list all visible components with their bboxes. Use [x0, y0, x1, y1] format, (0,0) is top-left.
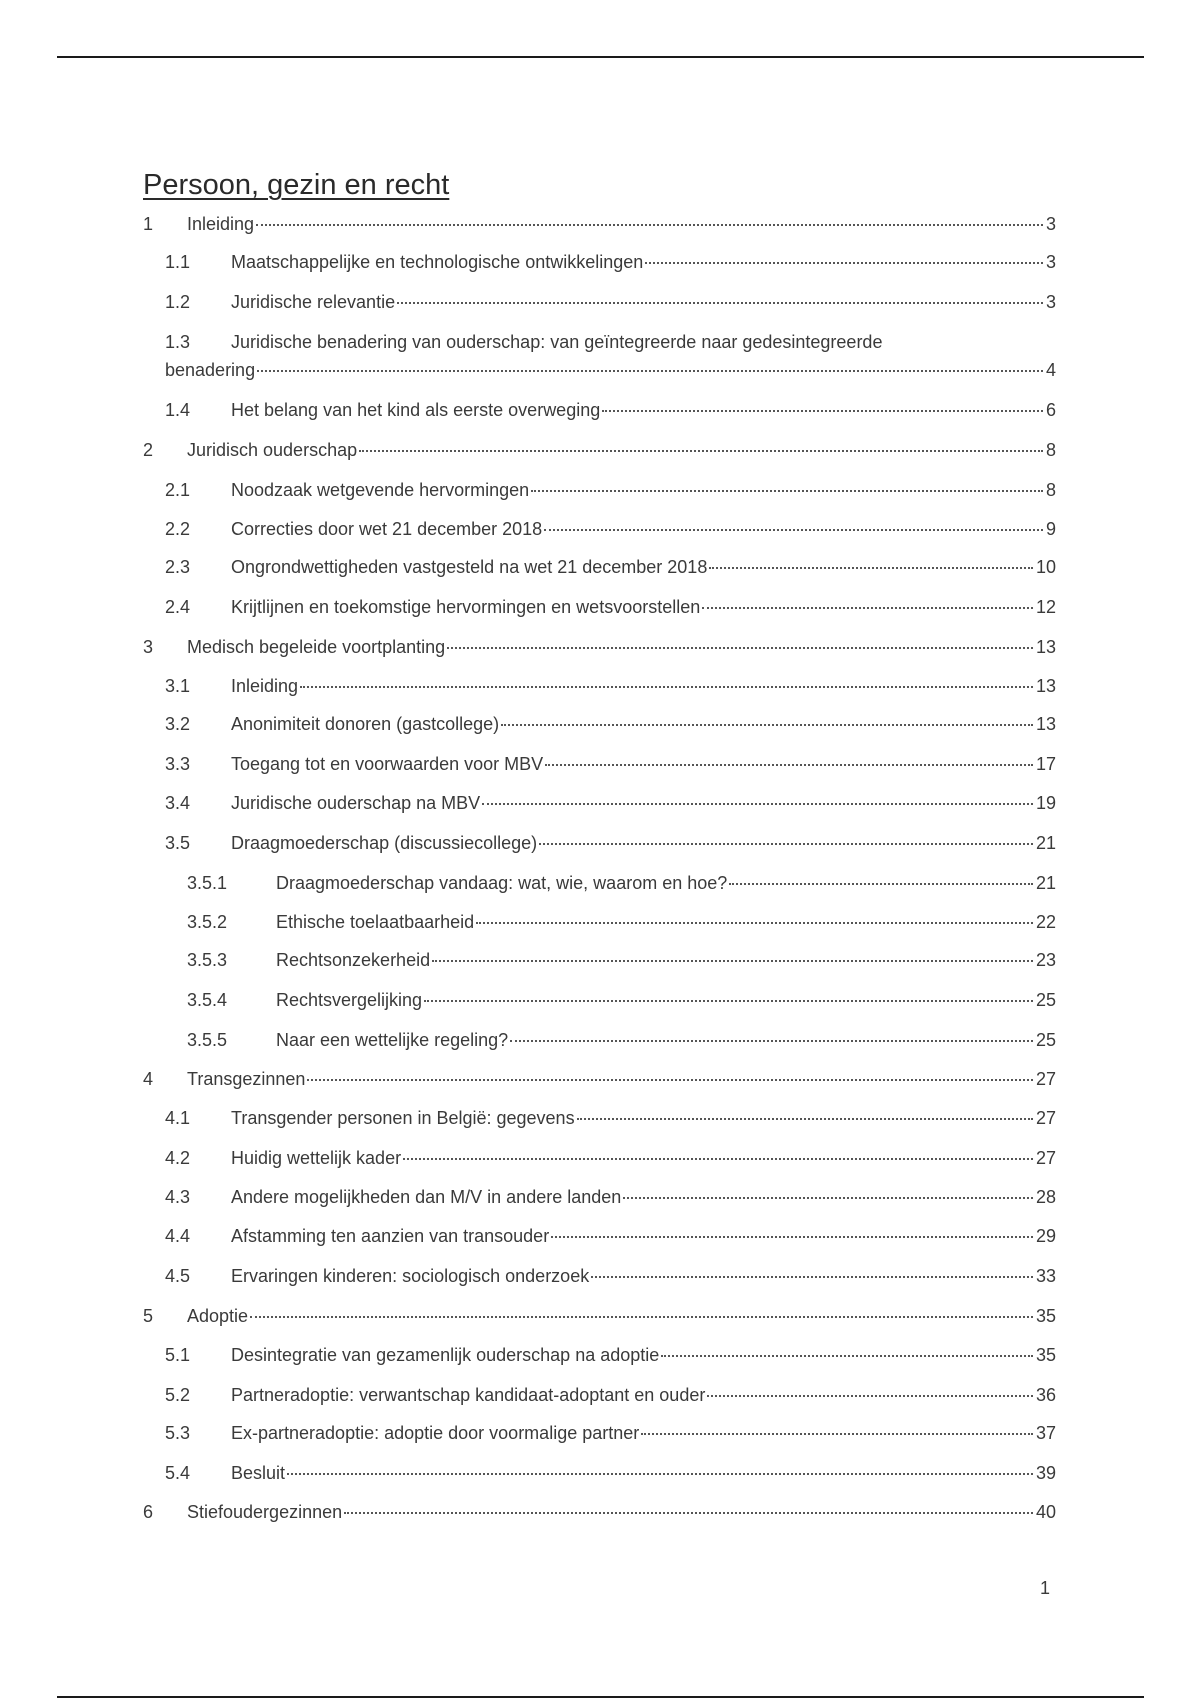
- toc-title: Juridische relevantie: [231, 292, 396, 312]
- toc-entry-3-5-1[interactable]: [0, 871, 1200, 895]
- toc-number: 1: [143, 214, 154, 234]
- toc-entry-4[interactable]: [0, 1067, 1200, 1091]
- toc-page-number: 17: [1035, 754, 1056, 774]
- toc-title: Maatschappelijke en technologische ontwikkelingen: [231, 252, 644, 272]
- toc-entry-1-2[interactable]: [0, 290, 1200, 314]
- toc-entry-3-5-3[interactable]: [0, 948, 1200, 972]
- toc-title: Ongrondwettigheden vastgesteld na wet 21 december 2018: [231, 557, 708, 577]
- toc-page-number: 33: [1035, 1266, 1056, 1286]
- toc-number: 3.5.1: [187, 873, 228, 893]
- dot-leader: [539, 843, 1033, 845]
- toc-entry-4-4[interactable]: [0, 1224, 1200, 1248]
- toc-entry-4-2[interactable]: [0, 1146, 1200, 1170]
- toc-page-number: 3: [1045, 214, 1056, 234]
- dot-leader: [424, 1000, 1033, 1002]
- toc-entry-1-1[interactable]: [0, 250, 1200, 274]
- toc-number: 2.3: [165, 557, 191, 577]
- toc-number: 1.1: [165, 252, 191, 272]
- toc-number: 5.2: [165, 1385, 191, 1405]
- dot-leader: [544, 529, 1043, 531]
- toc-page-number: 40: [1035, 1502, 1056, 1522]
- toc-number: 5.3: [165, 1423, 191, 1443]
- toc-page-number: 37: [1035, 1423, 1056, 1443]
- toc-title: Desintegratie van gezamenlijk ouderschap na adoptie: [231, 1345, 660, 1365]
- toc-entry-2-1[interactable]: [0, 478, 1200, 502]
- toc-page-number: 8: [1045, 440, 1056, 460]
- toc-entry-3-1[interactable]: [0, 674, 1200, 698]
- toc-page-number: 39: [1035, 1463, 1056, 1483]
- toc-title: Krijtlijnen en toekomstige hervormingen en wetsvoorstellen: [231, 597, 701, 617]
- toc-number: 4.3: [165, 1187, 191, 1207]
- toc-page-number: 13: [1035, 676, 1056, 696]
- toc-page-number: 19: [1035, 793, 1056, 813]
- dot-leader: [510, 1040, 1033, 1042]
- toc-title: Transgezinnen: [187, 1069, 306, 1089]
- toc-title: Medisch begeleide voortplanting: [187, 637, 446, 657]
- dot-leader: [591, 1276, 1033, 1278]
- document-title: Persoon, gezin en recht: [143, 169, 450, 201]
- toc-title: Transgender personen in België: gegevens: [231, 1108, 575, 1128]
- toc-number: 3: [143, 637, 154, 657]
- toc-entry-3[interactable]: [0, 635, 1200, 659]
- dot-leader: [397, 302, 1043, 304]
- toc-title: Ervaringen kinderen: sociologisch onderzoek: [231, 1266, 590, 1286]
- toc-number: 3.3: [165, 754, 191, 774]
- toc-title: Stiefoudergezinnen: [187, 1502, 343, 1522]
- toc-title: Inleiding: [187, 214, 255, 234]
- toc-page-number: 13: [1035, 714, 1056, 734]
- toc-page-number: 22: [1035, 912, 1056, 932]
- dot-leader: [432, 960, 1033, 962]
- toc-page-number: 25: [1035, 990, 1056, 1010]
- toc-number: 4: [143, 1069, 154, 1089]
- toc-entry-3-2[interactable]: [0, 712, 1200, 736]
- toc-page-number: 6: [1045, 400, 1056, 420]
- dot-leader: [256, 224, 1043, 226]
- toc-entry-1-4[interactable]: [0, 398, 1200, 422]
- dot-leader: [307, 1079, 1033, 1081]
- toc-title: Draagmoederschap vandaag: wat, wie, waarom en hoe?: [276, 873, 728, 893]
- toc-page-number: 21: [1035, 833, 1056, 853]
- dot-leader: [661, 1355, 1033, 1357]
- toc-number: 5: [143, 1306, 154, 1326]
- toc-page-number: 27: [1035, 1108, 1056, 1128]
- toc-entry-3-5-5[interactable]: [0, 1028, 1200, 1052]
- toc-number: 2.1: [165, 480, 191, 500]
- toc-number: 3.2: [165, 714, 191, 734]
- toc-number: 1.3: [165, 332, 191, 352]
- toc-number: 4.5: [165, 1266, 191, 1286]
- toc-entry-1[interactable]: [0, 212, 1200, 236]
- toc-entry-3-4[interactable]: [0, 791, 1200, 815]
- toc-entry-4-5[interactable]: [0, 1264, 1200, 1288]
- dot-leader: [545, 764, 1033, 766]
- toc-title: Het belang van het kind als eerste overweging: [231, 400, 601, 420]
- toc-title: Anonimiteit donoren (gastcollege): [231, 714, 500, 734]
- toc-number: 3.5.5: [187, 1030, 228, 1050]
- dot-leader: [602, 410, 1043, 412]
- toc-number: 3.5.2: [187, 912, 228, 932]
- toc-title: Adoptie: [187, 1306, 249, 1326]
- dot-leader: [359, 450, 1043, 452]
- toc-page-number: 35: [1035, 1345, 1056, 1365]
- dot-leader: [403, 1158, 1033, 1160]
- toc-number: 6: [143, 1502, 154, 1522]
- dot-leader: [250, 1316, 1033, 1318]
- toc-page-number: 21: [1035, 873, 1056, 893]
- toc-entry-3-5[interactable]: [0, 831, 1200, 855]
- toc-entry-2[interactable]: [0, 438, 1200, 462]
- dot-leader: [623, 1197, 1033, 1199]
- toc-entry-4-3[interactable]: [0, 1185, 1200, 1209]
- toc-entry-4-1[interactable]: [0, 1106, 1200, 1130]
- toc-number: 2: [143, 440, 154, 460]
- toc-page-number: 36: [1035, 1385, 1056, 1405]
- dot-leader: [287, 1473, 1033, 1475]
- dot-leader: [709, 567, 1033, 569]
- toc-title: Huidig wettelijk kader: [231, 1148, 402, 1168]
- toc-page-number: 28: [1035, 1187, 1056, 1207]
- toc-title: Rechtsonzekerheid: [276, 950, 431, 970]
- toc-title: Noodzaak wetgevende hervormingen: [231, 480, 530, 500]
- dot-leader: [645, 262, 1043, 264]
- toc-entry-5-1[interactable]: [0, 1343, 1200, 1367]
- toc-entry-6[interactable]: [0, 1500, 1200, 1524]
- toc-title: Draagmoederschap (discussiecollege): [231, 833, 538, 853]
- toc-entry-3-5-2[interactable]: [0, 910, 1200, 934]
- dot-leader: [577, 1118, 1033, 1120]
- toc-number: 5.1: [165, 1345, 191, 1365]
- toc-number: 1.2: [165, 292, 191, 312]
- toc-title-line1: Juridische benadering van ouderschap: van geïntegreerde naar gedesintegreerde: [231, 332, 883, 352]
- dot-leader: [729, 883, 1033, 885]
- dot-leader: [702, 607, 1033, 609]
- toc-number: 2.4: [165, 597, 191, 617]
- toc-entry-3-3[interactable]: [0, 752, 1200, 776]
- toc-entry-2-3[interactable]: [0, 555, 1200, 579]
- toc-page-number: 4: [1045, 360, 1056, 380]
- toc-page-number: 35: [1035, 1306, 1056, 1326]
- toc-entry-1-3[interactable]: [0, 330, 1200, 382]
- dot-leader: [447, 647, 1033, 649]
- toc-page-number: 8: [1045, 480, 1056, 500]
- toc-entry-5[interactable]: [0, 1304, 1200, 1328]
- toc-number: 3.5: [165, 833, 191, 853]
- dot-leader: [257, 370, 1043, 372]
- toc-page-number: 23: [1035, 950, 1056, 970]
- dot-leader: [344, 1512, 1033, 1514]
- toc-page-number: 12: [1035, 597, 1056, 617]
- toc-title: Afstamming ten aanzien van transouder: [231, 1226, 550, 1246]
- dot-leader: [476, 922, 1033, 924]
- toc-number: 3.4: [165, 793, 191, 813]
- footer-rule: [57, 1696, 1144, 1698]
- dot-leader: [551, 1236, 1033, 1238]
- toc-number: 3.5.4: [187, 990, 228, 1010]
- toc-title: Juridisch ouderschap: [187, 440, 358, 460]
- toc-number: 3.5.3: [187, 950, 228, 970]
- header-rule: [57, 56, 1144, 58]
- toc-title: Toegang tot en voorwaarden voor MBV: [231, 754, 544, 774]
- toc-page-number: 3: [1045, 292, 1056, 312]
- toc-title: Inleiding: [231, 676, 299, 696]
- toc-title: Ex-partneradoptie: adoptie door voormalige partner: [231, 1423, 640, 1443]
- toc-title: Andere mogelijkheden dan M/V in andere landen: [231, 1187, 622, 1207]
- page-number: 1: [1040, 1578, 1051, 1598]
- toc-number: 4.2: [165, 1148, 191, 1168]
- toc-entry-2-2[interactable]: [0, 517, 1200, 541]
- toc-page-number: 10: [1035, 557, 1056, 577]
- toc-number: 5.4: [165, 1463, 191, 1483]
- dot-leader: [641, 1433, 1033, 1435]
- toc-title: Besluit: [231, 1463, 286, 1483]
- toc-title: Naar een wettelijke regeling?: [276, 1030, 509, 1050]
- dot-leader: [501, 724, 1033, 726]
- toc-page-number: 13: [1035, 637, 1056, 657]
- toc-entry-5-4[interactable]: [0, 1461, 1200, 1485]
- toc-entry-5-2[interactable]: [0, 1383, 1200, 1407]
- toc-entry-2-4[interactable]: [0, 595, 1200, 619]
- dot-leader: [707, 1395, 1033, 1397]
- toc-number: 3.1: [165, 676, 191, 696]
- toc-page-number: 27: [1035, 1148, 1056, 1168]
- dot-leader: [482, 803, 1033, 805]
- toc-number: 1.4: [165, 400, 191, 420]
- toc-page-number: 3: [1045, 252, 1056, 272]
- toc-page-number: 29: [1035, 1226, 1056, 1246]
- toc-entry-5-3[interactable]: [0, 1421, 1200, 1445]
- toc-number: 4.4: [165, 1226, 191, 1246]
- dot-leader: [300, 686, 1033, 688]
- toc-title: Correcties door wet 21 december 2018: [231, 519, 543, 539]
- toc-title: Rechtsvergelijking: [276, 990, 423, 1010]
- toc-entry-3-5-4[interactable]: [0, 988, 1200, 1012]
- toc-page-number: 25: [1035, 1030, 1056, 1050]
- toc-page-number: 9: [1045, 519, 1056, 539]
- dot-leader: [531, 490, 1043, 492]
- toc-number: 4.1: [165, 1108, 191, 1128]
- toc-title: Ethische toelaatbaarheid: [276, 912, 475, 932]
- toc-number: 2.2: [165, 519, 191, 539]
- toc-title: Juridische ouderschap na MBV: [231, 793, 481, 813]
- toc-title: Partneradoptie: verwantschap kandidaat-adoptant en ouder: [231, 1385, 706, 1405]
- toc-title-line2: benadering: [165, 360, 256, 380]
- toc-page-number: 27: [1035, 1069, 1056, 1089]
